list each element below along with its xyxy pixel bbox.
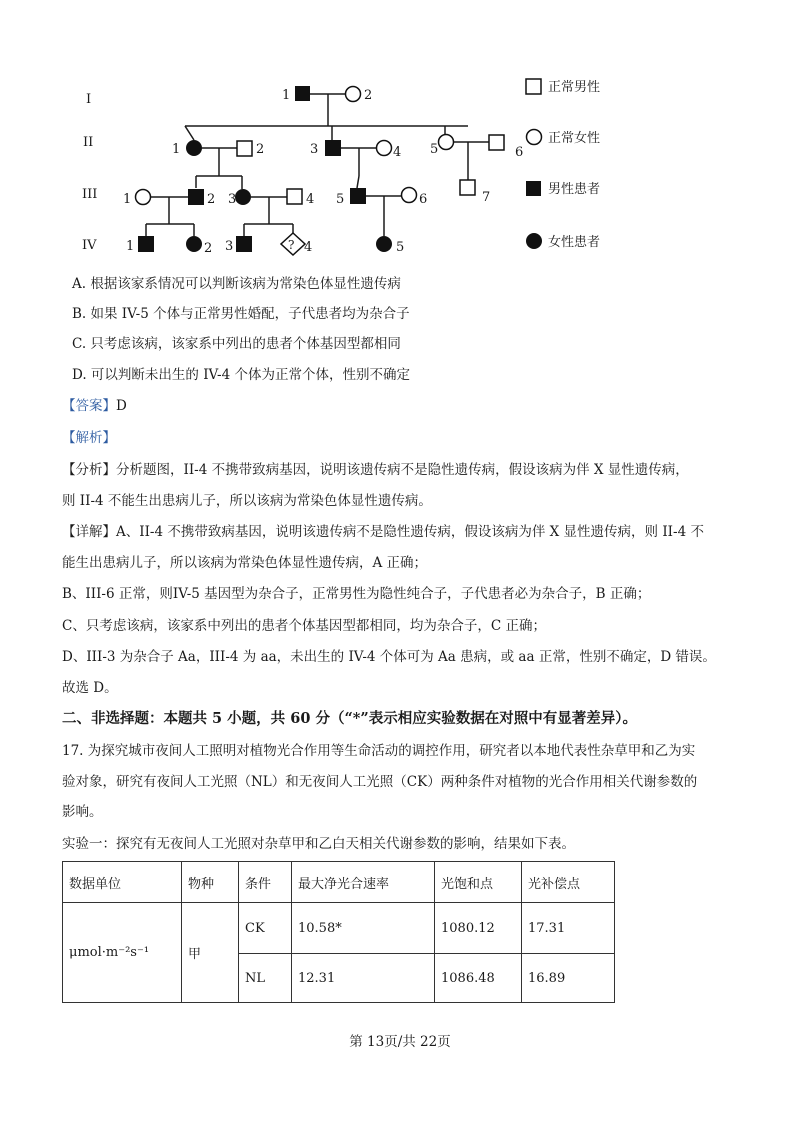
cell-condition: NL <box>239 954 292 1003</box>
label-II-5: 5 <box>430 142 439 157</box>
label-II-3: 3 <box>310 142 319 157</box>
legend <box>526 79 600 250</box>
analysis-line-1: 【分析】分析题图，II-4 不携带致病基因，说明该遗传病不是隐性遗传病，假设该病为伴 X 显性遗传病， <box>62 462 689 478</box>
label-IV-5: 5 <box>396 240 405 255</box>
label-I-2: 2 <box>364 88 373 103</box>
gen-label-II: II <box>83 135 94 150</box>
th-compensation: 光补偿点 <box>522 862 615 903</box>
cell-saturation: 1080.12 <box>435 903 522 954</box>
label-III-1: 1 <box>123 192 132 207</box>
individual-IV-1-affected-male <box>138 236 154 252</box>
cell-species: 甲 <box>182 903 239 1003</box>
cell-max-rate: 12.31 <box>292 954 435 1003</box>
label-IV-3: 3 <box>225 239 234 254</box>
individual-III-4-normal-male <box>287 189 302 204</box>
cell-saturation: 1086.48 <box>435 954 522 1003</box>
legend-filled-square-icon <box>526 181 541 196</box>
cell-compensation: 16.89 <box>522 954 615 1003</box>
q17-line-3: 影响。 <box>62 804 103 820</box>
individual-IV-2-affected-female <box>186 236 202 252</box>
q17-line-2: 验对象，研究有夜间人工光照（NL）和无夜间人工光照（CK）两种条件对植物的光合作用相关代谢参数的 <box>62 774 698 790</box>
th-species: 物种 <box>182 862 239 903</box>
detail-line-3: B、III-6 正常，则IV-5 基因型为杂合子，正常男性为隐性纯合子，子代患者必为杂合子，B 正确； <box>62 586 651 602</box>
cell-unit: μmol·m⁻²s⁻¹ <box>63 903 182 1003</box>
detail-line-5: D、III-3 为杂合子 Aa，III-4 为 aa，未出生的 IV-4 个体可为 Aa 患病，或 aa 正常，性别不确定，D 错误。 <box>62 649 716 665</box>
answer-line <box>62 397 127 415</box>
pedigree-chart <box>0 0 800 280</box>
legend-label-normal-female: 正常女性 <box>548 131 601 146</box>
section2-title: 二、非选择题：本题共 5 小题，共 60 分（“*”表示相应实验数据在对照中有显著差异）。 <box>62 710 637 727</box>
option-d: D. 可以判断未出生的 IV-4 个体为正常个体，性别不确定 <box>72 367 411 383</box>
individual-II-7-normal-male <box>460 180 475 195</box>
individual-II-5-normal-female <box>439 135 454 150</box>
individual-IV-3-affected-male <box>236 236 252 252</box>
label-II-4: 4 <box>393 145 402 160</box>
individual-II-6-normal-male <box>489 135 504 150</box>
individual-III-1-normal-female <box>136 190 151 205</box>
label-II-7: 7 <box>482 190 491 205</box>
detail-line-1: 【详解】A、II-4 不携带致病基因，说明该遗传病不是隐性遗传病，假设该病为伴 X 显性遗传病，则 II-4 不 <box>62 524 704 540</box>
individual-III-3-affected-female <box>235 189 251 205</box>
results-table <box>62 861 615 1003</box>
option-a: A. 根据该家系情况可以判断该病为常染色体显性遗传病 <box>72 276 401 292</box>
gen-label-III: III <box>82 187 98 202</box>
legend-label-affected-male: 男性患者 <box>548 182 601 197</box>
legend-filled-circle-icon <box>526 233 542 249</box>
table-header-row <box>63 862 615 903</box>
legend-empty-circle-icon <box>527 130 542 145</box>
th-unit: 数据单位 <box>63 862 182 903</box>
individual-II-2-normal-male <box>237 141 252 156</box>
label-III-3: 3 <box>228 192 237 207</box>
label-II-1: 1 <box>172 142 181 157</box>
individual-II-3-affected-male <box>325 140 341 156</box>
individual-I-1-affected-male <box>295 86 310 101</box>
label-III-6: 6 <box>419 192 428 207</box>
label-III-2: 2 <box>207 192 216 207</box>
label-II-2: 2 <box>256 142 265 157</box>
q17-exp1: 实验一：探究有无夜间人工光照对杂草甲和乙白天相关代谢参数的影响，结果如下表。 <box>62 836 575 852</box>
th-condition: 条件 <box>239 862 292 903</box>
detail-line-2: 能生出患病儿子，所以该病为常染色体显性遗传病，A 正确； <box>62 555 428 571</box>
option-b: B. 如果 IV-5 个体与正常男性婚配，子代患者均为杂合子 <box>72 306 410 322</box>
option-c: C. 只考虑该病，该家系中列出的患者个体基因型都相同 <box>72 336 401 352</box>
q17-line-1: 17. 为探究城市夜间人工照明对植物光合作用等生命活动的调控作用，研究者以本地代表性杂草甲和乙为实 <box>62 743 696 759</box>
label-IV-1: 1 <box>126 239 135 254</box>
th-saturation: 光饱和点 <box>435 862 522 903</box>
answer-value: D <box>116 398 127 414</box>
page-footer: 第 13页/共 22页 <box>349 1034 451 1050</box>
unknown-mark: ? <box>288 238 295 252</box>
cell-max-rate: 10.58* <box>292 903 435 954</box>
legend-label-normal-male: 正常男性 <box>548 80 601 95</box>
individual-II-1-affected-female <box>186 140 202 156</box>
gen-label-I: I <box>86 92 92 107</box>
analysis-tag: 【解析】 <box>62 430 116 446</box>
label-II-6: 6 <box>515 145 524 160</box>
detail-line-4: C、只考虑该病，该家系中列出的患者个体基因型都相同，均为杂合子，C 正确； <box>62 618 546 634</box>
gen-label-IV: IV <box>82 238 97 253</box>
cell-condition: CK <box>239 903 292 954</box>
individual-III-5-affected-male <box>350 188 366 204</box>
individual-III-2-affected-male <box>188 189 204 205</box>
individual-III-6-normal-female <box>402 188 417 203</box>
answer-tag: 【答案】 <box>62 398 116 414</box>
legend-empty-square-icon <box>526 79 541 94</box>
label-III-4: 4 <box>306 192 315 207</box>
label-III-5: 5 <box>336 192 345 207</box>
label-IV-2: 2 <box>204 241 213 256</box>
label-I-1: 1 <box>282 88 291 103</box>
table-row <box>63 903 615 954</box>
legend-label-affected-female: 女性患者 <box>548 235 601 250</box>
individual-I-2-normal-female <box>346 87 361 102</box>
cell-compensation: 17.31 <box>522 903 615 954</box>
analysis-line-2: 则 II-4 不能生出患病儿子，所以该病为常染色体显性遗传病。 <box>62 493 432 509</box>
individual-IV-5-affected-female <box>376 236 392 252</box>
th-max-rate: 最大净光合速率 <box>292 862 435 903</box>
label-IV-4: 4 <box>304 240 313 255</box>
individual-II-4-normal-female <box>377 141 392 156</box>
detail-line-6: 故选 D。 <box>62 680 118 696</box>
